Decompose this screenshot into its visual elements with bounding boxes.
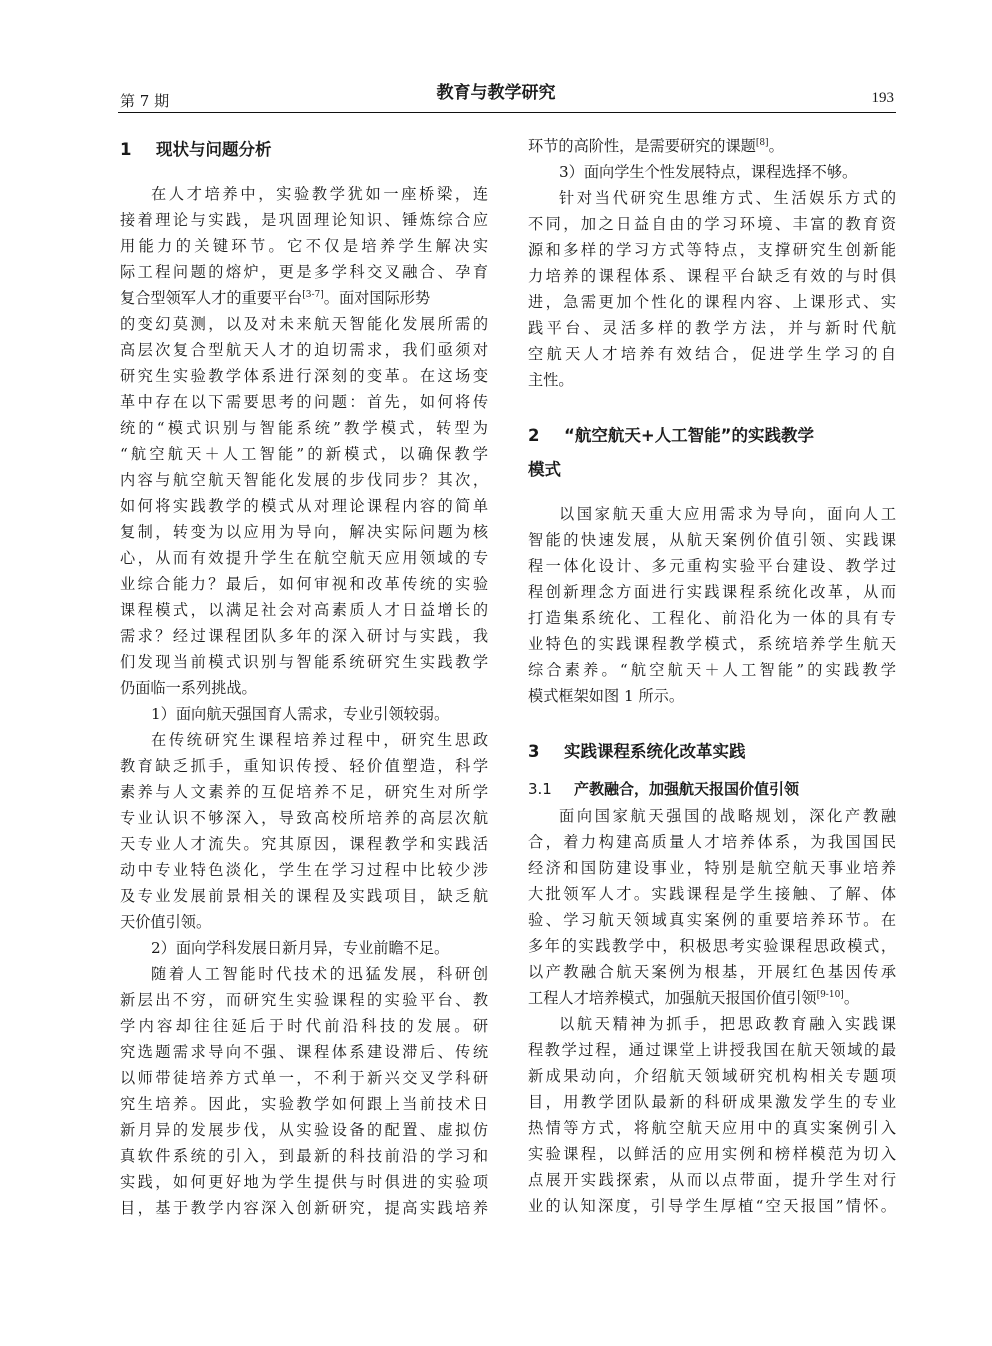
paragraph-challenge-2	[120, 961, 488, 1221]
text-line: 需求？经过课程团队多年的深入研讨与实践，我	[120, 627, 488, 645]
text-line: 热情等方式，将航空航天应用中的真实案例引入	[528, 1119, 896, 1137]
text-line: 新层出不穷，而研究生实验课程的实验平台、教	[120, 991, 488, 1009]
citation: [3-7]	[302, 290, 324, 300]
paragraph-challenge-1	[120, 727, 488, 935]
section-number: 1	[120, 140, 132, 159]
text-line: 以国家航天重大应用需求为导向，面向人工	[559, 505, 896, 523]
subsection-title: 产教融合，加强航天报国价值引领	[574, 780, 800, 798]
text-line: 心，从而有效提升学生在航空航天应用领域的专	[120, 549, 488, 567]
citation: [8]	[755, 138, 769, 148]
text-line: 程教学过程，通过课堂上讲授我国在航天领域的最	[528, 1041, 896, 1059]
text-line: 目，基于教学内容深入创新研究，提高实践培养	[120, 1199, 488, 1217]
text-line: 实验课程，以鲜活的应用实例和榜样模范为切入	[528, 1145, 896, 1163]
text-line: 面向国家航天强国的战略规划，深化产教融	[559, 807, 896, 825]
citation: [9-10]	[816, 990, 844, 1000]
paragraph-3-1	[528, 803, 896, 1011]
challenge-3: 3）面向学生个性发展特点，课程选择不够。	[559, 163, 858, 181]
text-line: 专业认识不够深入，导致高校所培养的高层次航	[120, 809, 488, 827]
text-line: 天价值引领。	[120, 913, 212, 931]
text-line: 素养与人文素养的互促培养不足，研究生对所学	[120, 783, 488, 801]
text-line: 以航天精神为抓手，把思政教育融入实践课	[559, 1015, 896, 1033]
text-line: 动中专业特色淡化，学生在学习过程中比较少涉	[120, 861, 488, 879]
text-line: 的变幻莫测，以及对未来航天智能化发展所需的	[120, 315, 488, 333]
section-2-heading	[528, 419, 896, 453]
text-line: 实践，如何更好地为学生提供与时俱进的实验项	[120, 1173, 488, 1191]
text-line: 力培养的课程体系、课程平台缺乏有效的与时俱	[528, 267, 896, 285]
text-line: 如何将实践教学的模式从对理论课程内容的简单	[120, 497, 488, 515]
text-line: 用能力的关键环节。它不仅是培养学生解决实	[120, 237, 488, 255]
text-line: 大批领军人才。实践课程是学生接触、了解、体	[528, 885, 896, 903]
challenge-2: 2）面向学科发展日新月异，专业前瞻不足。	[151, 939, 450, 957]
section-2-heading-cont: 模式	[528, 460, 561, 479]
right-column	[528, 133, 896, 1219]
issue-number: 第 7 期	[120, 92, 170, 110]
section-title: 实践课程系统化改革实践	[564, 742, 746, 761]
text-line: 程一体化设计、多元重构实验平台建设、教学过	[528, 557, 896, 575]
paragraph-3-1b	[528, 1011, 896, 1219]
text-line: 及专业发展前景相关的课程及实践项目，缺乏航	[120, 887, 488, 905]
text-line: 点展开实践探索，从而以点带面，提升学生对行	[528, 1171, 896, 1189]
text-line: 业综合能力？最后，如何审视和改革传统的实验	[120, 575, 488, 593]
text-line: 程创新理念方面进行实践课程系统化改革，从而	[528, 583, 896, 601]
text-line: 仍面临一系列挑战。	[120, 679, 257, 697]
text-line: 验、学习航天领域真实案例的重要培养环节。在	[528, 911, 896, 929]
text-line: 教育缺乏抓手，重知识传授、轻价值塑造，科学	[120, 757, 488, 775]
paragraph-intro	[120, 181, 488, 701]
text-line: 工程人才培养模式，加强航天报国价值引领[9-10]。	[528, 989, 859, 1007]
text-line: 多年的实践教学中，积极思考实验课程思政模式，	[528, 937, 896, 955]
text-line: 接着理论与实践，是巩固理论知识、锤炼综合应	[120, 211, 488, 229]
section-title: “航空航天+人工智能”的实践教学	[564, 426, 815, 445]
subsection-3-1-heading	[528, 775, 896, 803]
left-column	[120, 133, 488, 1221]
journal-title: 教育与教学研究	[436, 83, 556, 103]
section-number: 3	[528, 742, 540, 761]
text-line: 复制，转变为以应用为导向，解决实际问题为核	[120, 523, 488, 541]
section-3-heading	[528, 735, 896, 769]
text-line: 革中存在以下需要思考的问题：首先，如何将传	[120, 393, 488, 411]
text-line: “航空航天＋人工智能”的新模式，以确保教学	[120, 445, 488, 463]
text-line: 业特色的实践课程教学模式，系统培养学生航天	[528, 635, 896, 653]
section-1-heading	[120, 133, 488, 167]
header-rule	[118, 112, 896, 113]
text-line: 天专业人才流失。究其原因，课程教学和实践活	[120, 835, 488, 853]
paragraph-section-2	[528, 501, 896, 709]
text-line: 真软件系统的引入，到最新的科技前沿的学习和	[120, 1147, 488, 1165]
text-line: 统的“模式识别与智能系统”教学模式，转型为	[120, 419, 488, 437]
text-line: 们发现当前模式识别与智能系统研究生实践教学	[120, 653, 488, 671]
text-line: 究生培养。因此，实验教学如何跟上当前技术日	[120, 1095, 488, 1113]
text-line: 新成果动向，介绍航天领域研究机构相关专题项	[528, 1067, 896, 1085]
text-line: 打造集系统化、工程化、前沿化为一体的具有专	[528, 609, 896, 627]
text-line: 经济和国防建设事业，特别是航空航天事业培养	[528, 859, 896, 877]
challenge-1: 1）面向航天强国育人需求，专业引领较弱。	[151, 705, 450, 723]
text-line: 以师带徒培养方式单一，不利于新兴交叉学科研	[120, 1069, 488, 1087]
text-line: 源和多样的学习方式等特点，支撑研究生创新能	[528, 241, 896, 259]
text-line: 业的认知深度，引导学生厚植“空天报国”情怀。	[528, 1197, 896, 1215]
text-line: 究选题需求导向不强、课程体系建设滞后、传统	[120, 1043, 488, 1061]
text-line: 在人才培养中，实验教学犹如一座桥梁，连	[151, 185, 488, 203]
text-line: 学内容却往往延后于时代前沿科技的发展。研	[120, 1017, 488, 1035]
text-line: 空航天人才培养有效结合，促进学生学习的自	[528, 345, 896, 363]
text-line: 主性。	[528, 371, 574, 389]
text-line: 研究生实验教学体系进行深刻的变革。在这场变	[120, 367, 488, 385]
text-line: 践平台、灵活多样的教学方法，并与新时代航	[528, 319, 896, 337]
text-line: 随着人工智能时代技术的迅猛发展，科研创	[151, 965, 488, 983]
text-line: 针对当代研究生思维方式、生活娱乐方式的	[559, 189, 896, 207]
text-line: 以产教融合航天案例为根基，开展红色基因传承	[528, 963, 896, 981]
text-line: 目，用教学团队最新的科研成果激发学生的专业	[528, 1093, 896, 1111]
text-line: 综合素养。“航空航天＋人工智能”的实践教学	[528, 661, 896, 679]
text-line: 模式框架如图 1 所示。	[528, 687, 685, 705]
text-line: 智能的快速发展，从航天案例价值引领、实践课	[528, 531, 896, 549]
text-line: 高层次复合型航天人才的迫切需求，我们亟须对	[120, 341, 488, 359]
text-line: 新月异的发展步伐，从实验设备的配置、虚拟仿	[120, 1121, 488, 1139]
paragraph-challenge-3	[528, 185, 896, 393]
text-line: 环节的高阶性，是需要研究的课题[8]。	[528, 137, 784, 155]
text-line: 不同，加之日益自由的学习环境、丰富的教育资	[528, 215, 896, 233]
text-line: 在传统研究生课程培养过程中，研究生思政	[151, 731, 488, 749]
text-line: 际工程问题的熔炉，更是多学科交叉融合、孕育	[120, 263, 488, 281]
text-line: 内容与航空航天智能化发展的步伐同步？其次，	[120, 471, 488, 489]
subsection-number: 3.1	[528, 780, 552, 798]
text-line: 课程模式，以满足社会对高素质人才日益增长的	[120, 601, 488, 619]
section-number: 2	[528, 426, 540, 445]
text-line: 进，急需更加个性化的课程内容、上课形式、实	[528, 293, 896, 311]
text-line: 复合型领军人才的重要平台[3-7]。面对国际形势	[120, 289, 431, 307]
text-line: 合，着力构建高质量人才培养体系，为我国国民	[528, 833, 896, 851]
section-title: 现状与问题分析	[156, 140, 272, 159]
page-number: 193	[871, 90, 894, 106]
